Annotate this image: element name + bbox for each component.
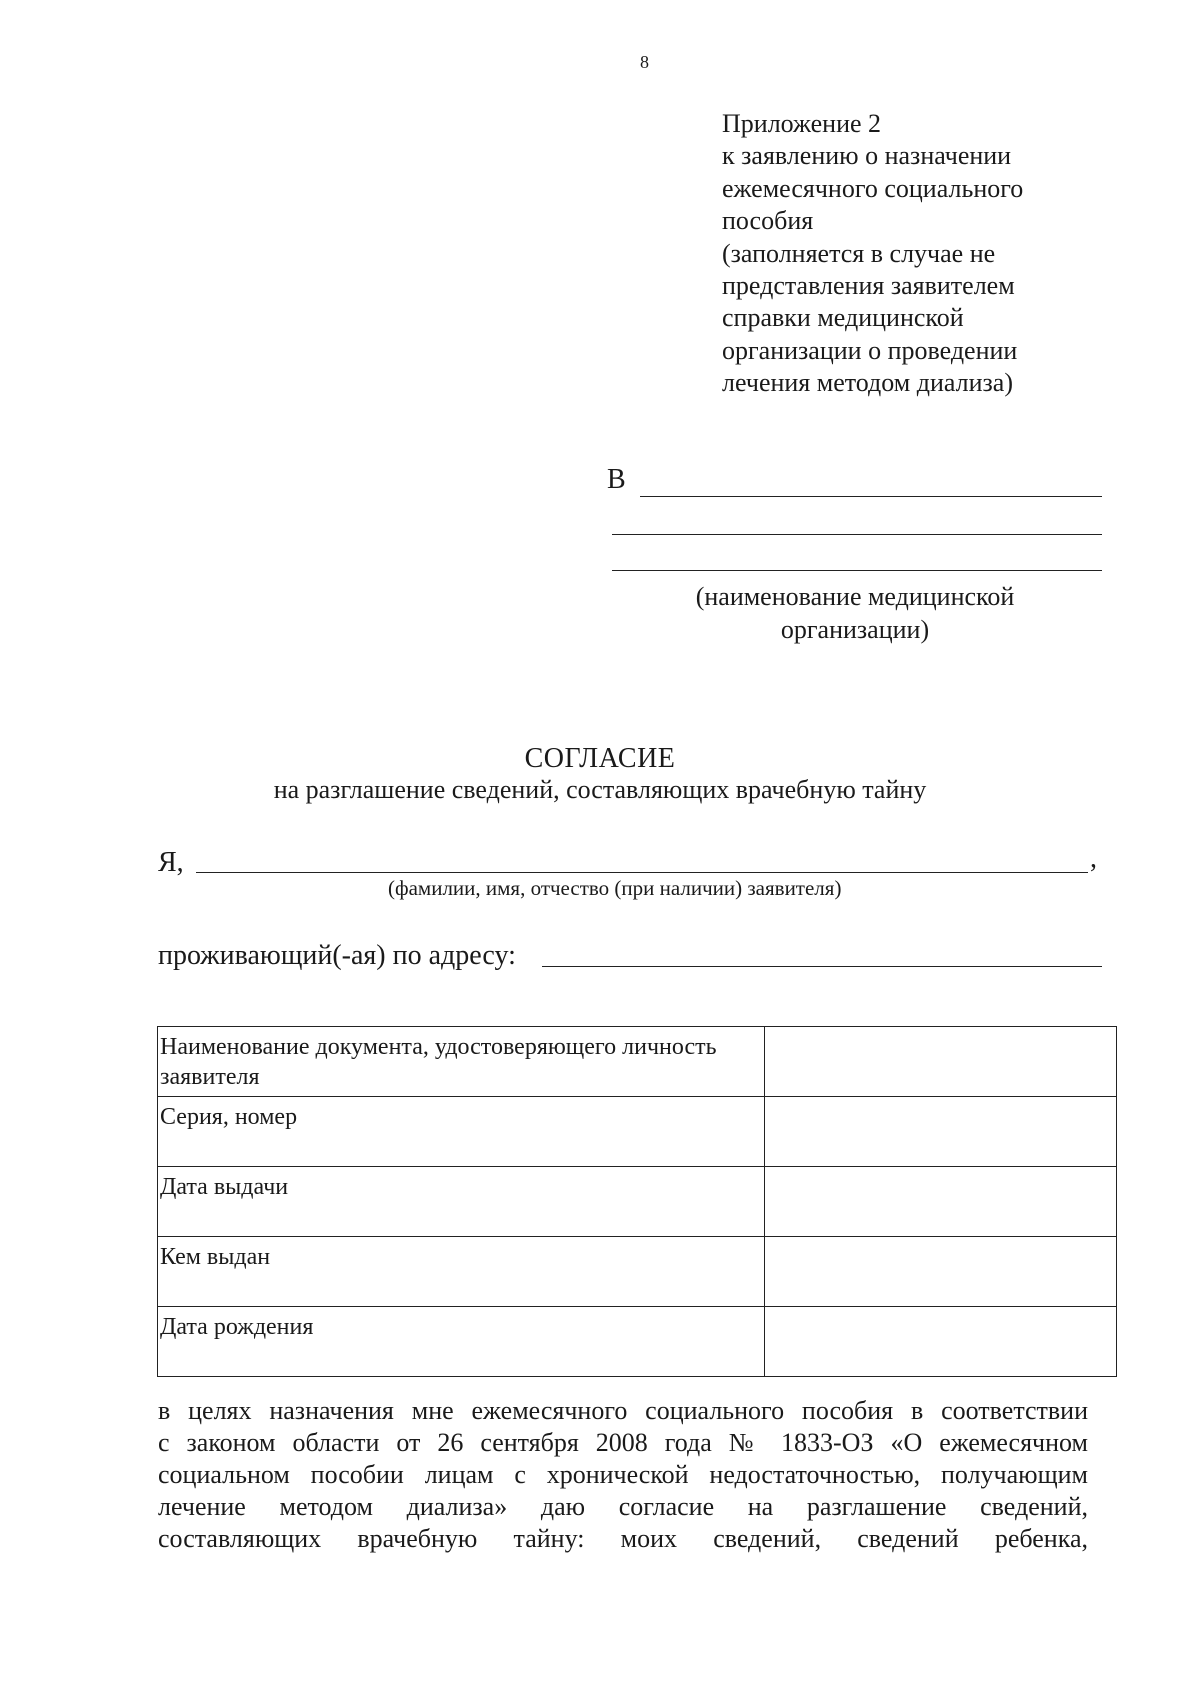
table-row [158,1307,1117,1377]
row-value-cell[interactable] [765,1237,1117,1307]
addressee-field-line-1[interactable] [640,496,1102,497]
row-value-cell[interactable] [765,1307,1117,1377]
appendix-line: справки медицинской [722,303,964,333]
table-row [158,1097,1117,1167]
table-row [158,1027,1117,1097]
document-title: СОГЛАСИЕ [524,743,676,774]
body-line: в целях назначения мне ежемесячного социального пособия в соответствии [158,1396,1088,1425]
addressee-field-line-2[interactable] [612,534,1102,535]
body-line: с законом области от 26 сентября 2008 года № 1833-ОЗ «О ежемесячном [158,1428,1088,1457]
applicant-caption: (фамилии, имя, отчество (при наличии) заявителя) [388,876,842,900]
document-subtitle: на разглашение сведений, составляющих врачебную тайну [273,775,927,804]
appendix-line: к заявлению о назначении [722,141,1012,171]
row-label: Кем выдан [158,1237,765,1307]
address-field[interactable] [542,966,1102,967]
appendix-line: представления заявителем [722,271,1015,301]
table-row [158,1237,1117,1307]
row-value-cell[interactable] [765,1097,1117,1167]
body-line: социальном пособии лицам с хронической недостаточностью, получающим [158,1460,1088,1489]
page-number: 8 [640,52,649,72]
applicant-suffix: , [1090,843,1097,874]
appendix-line: пособия [722,206,814,236]
addressee-prefix: В [607,464,626,495]
appendix-line: (заполняется в случае не [722,238,996,268]
row-label: Серия, номер [158,1097,765,1167]
row-label: Наименование документа, удостоверяющего личность заявителя [158,1027,765,1097]
row-value-cell[interactable] [765,1027,1117,1097]
consent-body-text [158,1395,1088,1555]
id-document-table [157,1026,1117,1377]
caption-line: организации) [780,615,930,644]
row-value-cell[interactable] [765,1167,1117,1237]
body-line: лечение методом диализа» даю согласие на разглашение сведений, [158,1492,1088,1521]
appendix-note [722,108,1082,400]
applicant-prefix: Я, [158,847,184,878]
table-row [158,1167,1117,1237]
addressee-field-line-3[interactable] [612,570,1102,571]
address-label: проживающий(-ая) по адресу: [158,940,516,971]
appendix-line: организации о проведении [722,335,1018,365]
caption-line: (наименование медицинской [695,582,1015,611]
row-label: Дата рождения [158,1307,765,1377]
appendix-line: лечения методом диализа) [722,368,1013,398]
appendix-line: ежемесячного социального [722,173,1024,203]
row-label: Дата выдачи [158,1167,765,1237]
applicant-name-field[interactable] [196,872,1088,873]
organization-caption [610,580,1100,646]
body-line: составляющих врачебную тайну: моих сведений, сведений ребенка, [158,1524,1088,1553]
appendix-line: Приложение 2 [722,109,882,138]
